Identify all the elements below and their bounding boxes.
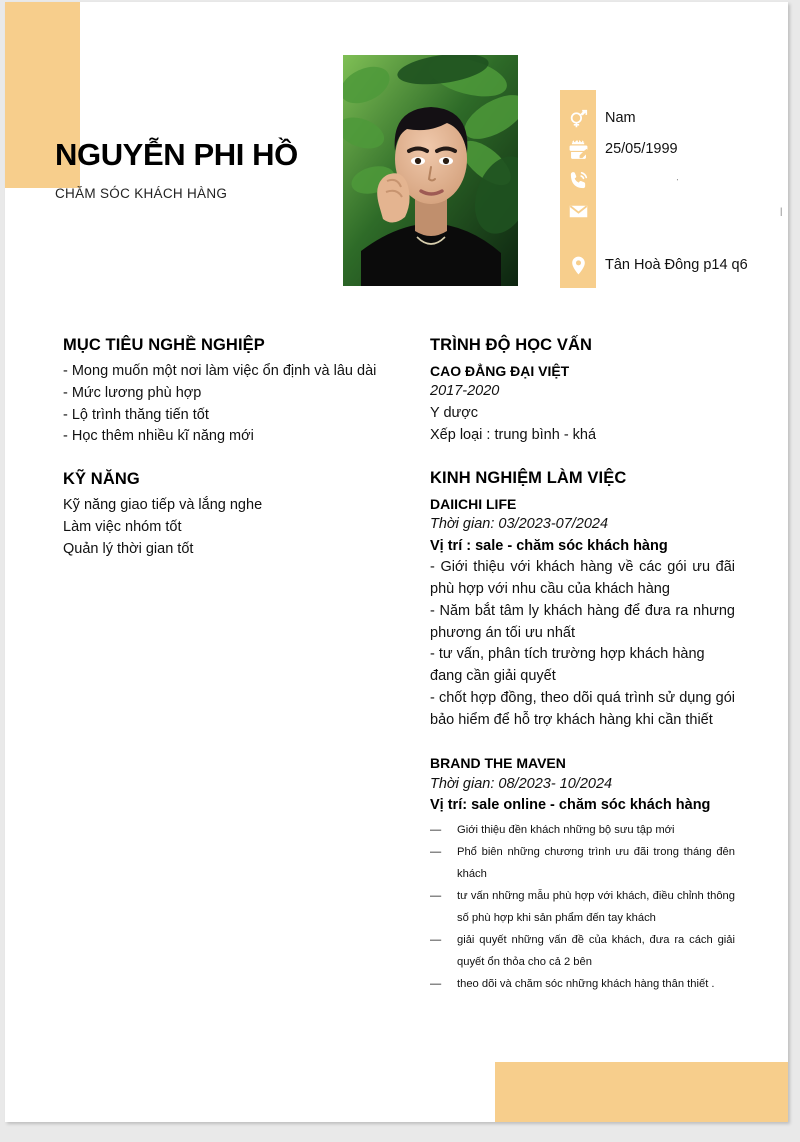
phone-icon [560,165,596,195]
contact-row-gender [560,103,636,133]
contact-list [560,90,788,288]
job-bullet: - tư vấn, phân tích trường hợp khách hàng đang cần giải quyết [430,646,705,685]
experience-job [430,494,735,732]
job-bullet-list [430,820,735,996]
contact-row-dob [560,134,678,164]
education-major: Y dược [430,405,478,422]
objective-item: - Lộ trình thăng tiến tốt [63,406,209,423]
skill-item: Làm việc nhóm tốt [63,518,182,535]
education-school: CAO ĐẲNG ĐẠI VIỆT [430,363,570,379]
job-company: BRAND THE MAVEN [430,755,566,772]
objective-item: - Mong muốn một nơi làm việc ổn định và lâu dài [63,363,377,379]
birthday-icon [560,134,596,164]
right-column [430,336,735,1018]
job-bullet-list [430,557,735,731]
objective-item: - Học thêm nhiều kĩ năng mới [63,428,254,445]
job-bullet: - Giới thiệu với khách hàng về các gói ưu đãi phù hợp với nhu cầu của khách hàng [430,559,735,598]
job-bullet: — tư vấn những mẫu phù hợp với khách, điều chỉnh thông số phù hợp khi sản phẩm đến tay khách [430,886,735,930]
job-bullet: — Giới thiệu đền khách những bộ sưu tập mới [430,820,735,842]
section-objective [63,336,383,448]
email-icon [560,196,596,226]
experience-job [430,753,735,995]
portrait-photo-icon [343,55,518,286]
skill-item: Quản lý thời gian tốt [63,540,194,557]
gender-icon [560,103,596,133]
job-period: Thời gian: 03/2023-07/2024 [430,515,609,532]
job-bullet: — giải quyết những vấn đề của khách, đưa ra cách giải quyết ổn thỏa cho cả 2 bên [430,930,735,974]
job-role: Vị trí : sale - chăm sóc khách hàng [430,537,668,554]
location-icon [560,250,596,280]
contact-value-gender: Nam [605,110,636,126]
resume-page [5,2,788,1122]
job-period: Thời gian: 08/2023- 10/2024 [430,775,613,792]
page-title: NGUYỄN PHI HỒ [55,137,298,172]
left-column [63,336,383,582]
job-bullet: - Năm bắt tâm ly khách hàng để đưa ra nhưng phương án tối ưu nhất [430,602,735,641]
section-experience [430,469,735,996]
education-grade: Xếp loại : trung bình - khá [430,426,597,443]
contact-row-email [560,196,782,226]
job-bullet: — theo dõi và chăm sóc những khách hàng thân thiết . [430,974,735,996]
objective-item: - Mức lương phù hợp [63,384,202,401]
section-education [430,336,735,447]
job-bullet: — Phổ biên những chương trình ưu đãi trong tháng đên khách [430,842,735,886]
section-heading-objective: MỤC TIÊU NGHỀ NGHIỆP [63,336,265,354]
job-company: DAIICHI LIFE [430,495,517,512]
section-heading-education: TRÌNH ĐỘ HỌC VẤN [430,336,593,354]
name-block [55,135,345,201]
avatar [343,55,518,286]
education-period: 2017-2020 [430,383,500,400]
contact-value-address: Tân Hoà Đông p14 q6 [605,257,748,273]
job-title: CHĂM SÓC KHÁCH HÀNG [55,186,228,202]
contact-value-phone: ‧ [676,174,679,185]
section-heading-skills: KỸ NĂNG [63,470,140,488]
contact-row-phone [560,165,679,195]
contact-value-email: | [780,206,783,216]
contact-row-address [560,250,748,280]
decorative-block-bottom-right [495,1062,788,1122]
section-skills [63,470,383,560]
contact-value-dob: 25/05/1999 [605,141,678,157]
resume-header [5,2,788,302]
skill-item: Kỹ năng giao tiếp và lắng nghe [63,497,263,513]
job-role: Vị trí: sale online - chăm sóc khách hàng [430,797,711,814]
section-heading-experience: KINH NGHIỆM LÀM VIỆC [430,468,627,487]
job-bullet: - chốt hợp đồng, theo dõi quá trình sử dụng gói bảo hiểm để hỗ trợ khách hàng khi cần thiết [430,689,735,728]
